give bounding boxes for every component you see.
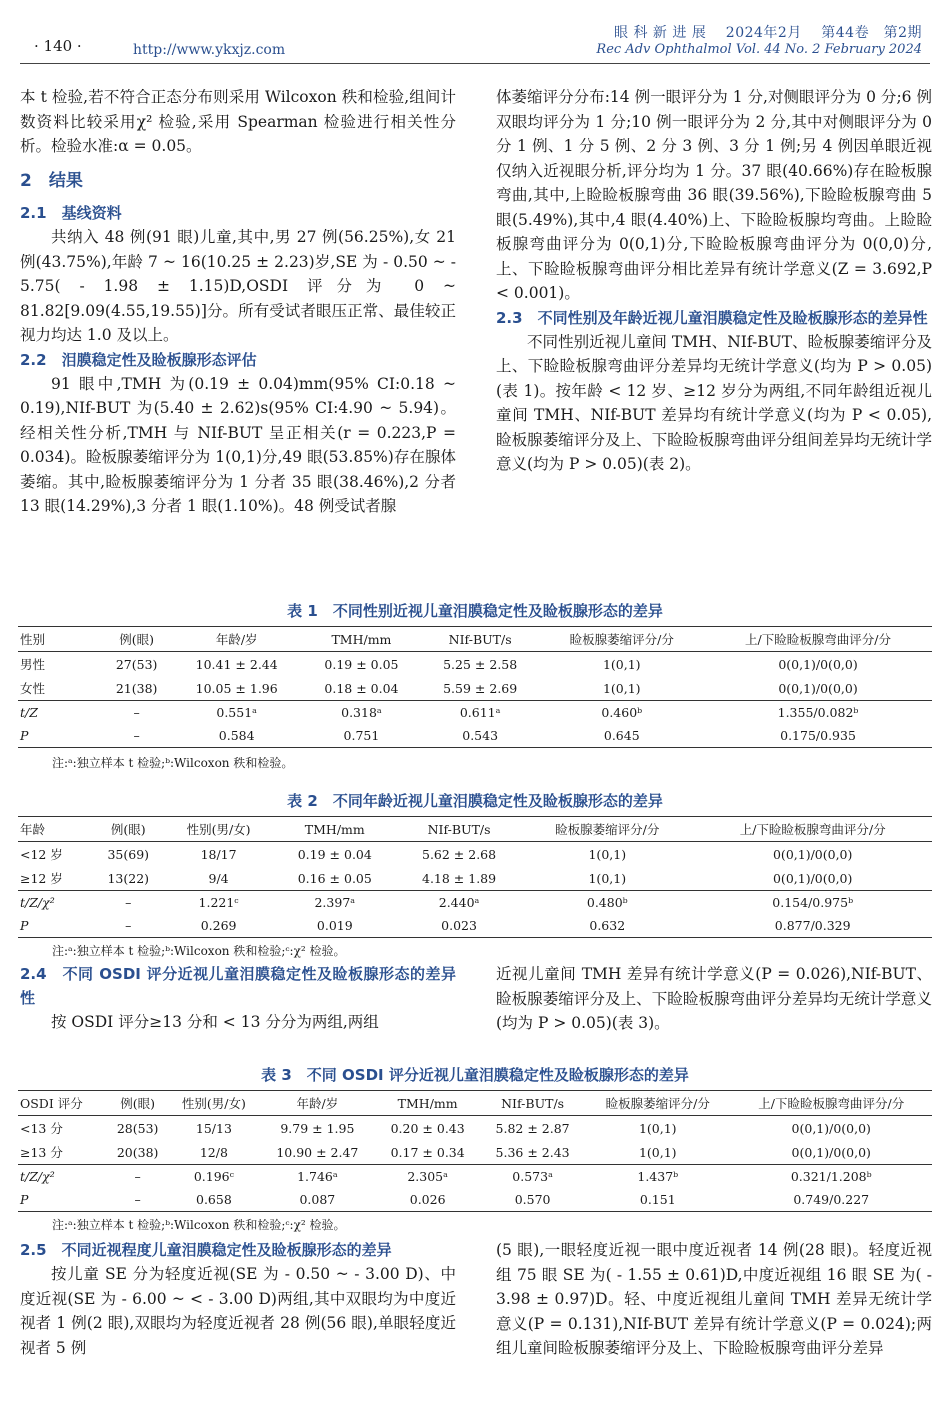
table-cell: t/Z bbox=[18, 701, 102, 725]
table1-title: 表 1 不同性别近视儿童泪膜稳定性及睑板腺形态的差异 bbox=[287, 602, 663, 620]
table-cell: 2.440ᵃ bbox=[397, 891, 521, 915]
paragraph-2-4-left: 按 OSDI 评分≥13 分和 < 13 分分为两组,两组 bbox=[51, 1013, 379, 1031]
table-cell: 1(0,1) bbox=[588, 870, 627, 886]
table-cell: 0.611ᵃ bbox=[421, 701, 540, 725]
table-cell: 9/4 bbox=[208, 870, 229, 886]
table-cell: 0.573ᵃ bbox=[480, 1165, 585, 1189]
table-cell: 5.25 ± 2.58 bbox=[443, 656, 518, 672]
paragraph-2-5-left: 按儿童 SE 分为轻度近视(SE 为 - 0.50 ~ - 3.00 D)、中度近视(SE 为 - 6.00 ~ < - 3.00 D)两组,其中双眼均为中度近视者 1 例(2 眼),双眼均为轻度近视者 28 例(56 眼),单眼轻度近视者 5 例 bbox=[20, 1265, 456, 1357]
journal-title-cn: 眼 科 新 进 展 2024年2月 第44卷 第2期 bbox=[614, 25, 922, 41]
table-header-cell: 年龄/岁 bbox=[171, 627, 302, 652]
table-cell: 28(53) bbox=[116, 1120, 159, 1136]
table-row bbox=[18, 1140, 932, 1165]
table-cell: 0.321/1.208ᵇ bbox=[730, 1165, 932, 1189]
table-row bbox=[18, 1165, 932, 1189]
table-cell: 5.59 ± 2.69 bbox=[443, 680, 518, 696]
table3-note: 注:ᵃ:独立样本 t 检验;ᵇ:Wilcoxon 秩和检验;ᶜ:χ² 检验。 bbox=[52, 1218, 346, 1232]
table-cell: 0(0,1)/0(0,0) bbox=[778, 680, 858, 696]
table-header-cell: OSDI 评分 bbox=[18, 1091, 107, 1116]
table-cell: – bbox=[107, 1188, 168, 1212]
right-column-top bbox=[496, 85, 932, 477]
table-cell: 男性 bbox=[20, 657, 46, 672]
table-cell: 0.019 bbox=[273, 914, 397, 938]
table-cell: 1(0,1) bbox=[638, 1144, 677, 1160]
table-cell: 0(0,1)/0(0,0) bbox=[791, 1144, 871, 1160]
table-cell: 0.632 bbox=[521, 914, 693, 938]
table-header-cell: 睑板腺萎缩评分/分 bbox=[585, 1091, 730, 1116]
table-row bbox=[18, 914, 932, 938]
table-cell: 0.877/0.329 bbox=[693, 914, 932, 938]
table-cell: 12/8 bbox=[199, 1144, 228, 1160]
header-rule bbox=[20, 63, 930, 64]
table2-note: 注:ᵃ:独立样本 t 检验;ᵇ:Wilcoxon 秩和检验;ᶜ:χ² 检验。 bbox=[52, 944, 346, 958]
table-header-cell: 年龄/岁 bbox=[260, 1091, 376, 1116]
table-cell: P bbox=[18, 724, 102, 748]
table-cell: <13 分 bbox=[20, 1121, 63, 1136]
table-cell: 0.751 bbox=[302, 724, 421, 748]
heading-2-4: 2.4 不同 OSDI 评分近视儿童泪膜稳定性及睑板腺形态的差异性 bbox=[20, 965, 456, 1007]
table-cell: 0.480ᵇ bbox=[521, 891, 693, 915]
table-cell: – bbox=[92, 891, 165, 915]
table-cell: 0.196ᶜ bbox=[168, 1165, 259, 1189]
table3 bbox=[18, 1090, 932, 1212]
table-cell: 1.437ᵇ bbox=[585, 1165, 730, 1189]
table-header-cell: 上/下睑睑板腺弯曲评分/分 bbox=[693, 817, 932, 842]
table-cell: 1.355/0.082ᵇ bbox=[704, 701, 932, 725]
table-cell: 9.79 ± 1.95 bbox=[280, 1120, 355, 1136]
table-cell: 0.023 bbox=[397, 914, 521, 938]
heading-2-2: 2.2 泪膜稳定性及睑板腺形态评估 bbox=[20, 350, 257, 369]
table-cell: 1(0,1) bbox=[588, 846, 627, 862]
table-cell: t/Z/χ² bbox=[18, 891, 92, 915]
table-cell: 1(0,1) bbox=[602, 656, 641, 672]
table-cell: 女性 bbox=[20, 681, 46, 696]
table-cell: 0(0,1)/0(0,0) bbox=[772, 846, 853, 862]
right-column-mid bbox=[496, 962, 932, 1036]
table-cell: 4.18 ± 1.89 bbox=[422, 870, 497, 886]
table-header-cell: TMH/mm bbox=[375, 1091, 480, 1116]
table1-note: 注:ᵃ:独立样本 t 检验;ᵇ:Wilcoxon 秩和检验。 bbox=[52, 756, 294, 770]
table-cell: 5.62 ± 2.68 bbox=[422, 846, 497, 862]
paragraph-2-3: 不同性别近视儿童间 TMH、NIf-BUT、睑板腺萎缩评分及上、下睑睑板腺弯曲评分差异均无统计学意义(均为 P > 0.05)(表 1)。按年龄 < 12 岁、≥12 岁分为两组,不同年龄组近视儿童间 TMH、NIf-BUT 差异均有统计学意义(均为 P < 0.05),睑板腺萎缩评分及上、下睑睑板腺弯曲评分组间差异均无统计学意义(均为 P > 0.05)(表 2)。 bbox=[496, 332, 932, 473]
table-cell: 5.82 ± 2.87 bbox=[495, 1120, 570, 1136]
table-cell: 1.746ᵃ bbox=[260, 1165, 376, 1189]
left-column-mid bbox=[20, 962, 456, 1035]
table-header-cell: 例(眼) bbox=[107, 1091, 168, 1116]
table-header-cell: 上/下睑睑板腺弯曲评分/分 bbox=[704, 627, 932, 652]
heading-2-5: 2.5 不同近视程度儿童泪膜稳定性及睑板腺形态的差异 bbox=[20, 1241, 392, 1259]
table-cell: 0.17 ± 0.34 bbox=[390, 1144, 465, 1160]
table2 bbox=[18, 816, 932, 938]
table-cell: 18/17 bbox=[200, 846, 237, 862]
table-cell: 10.90 ± 2.47 bbox=[276, 1144, 359, 1160]
journal-title-en: Rec Adv Ophthalmol Vol. 44 No. 2 February 2024 bbox=[596, 42, 922, 57]
table-cell: 0.20 ± 0.43 bbox=[390, 1120, 465, 1136]
paragraph-2-4-right: 近视儿童间 TMH 差异有统计学意义(P = 0.026),NIf-BUT、睑板腺萎缩评分及上、下睑睑板腺弯曲评分差异均无统计学意义(均为 P > 0.05)(表 3)。 bbox=[496, 965, 932, 1032]
table-header-row bbox=[18, 1091, 932, 1116]
table-cell: 20(38) bbox=[116, 1144, 159, 1160]
table-row bbox=[18, 1116, 932, 1141]
table1 bbox=[18, 626, 932, 748]
table-cell: 0.584 bbox=[171, 724, 302, 748]
right-column-bottom bbox=[496, 1238, 932, 1361]
paragraph-2-2: 91 眼中,TMH 为(0.19 ± 0.04)mm(95% CI:0.18 ~ 0.19),NIf-BUT 为(5.40 ± 2.62)s(95% CI:4.90 ~ 5.94)。经相关性分析,TMH 与 NIf-BUT 呈正相关(r = 0.223,P = 0.034)。睑板腺萎缩评分为 1(0,1)分,49 眼(53.85%)存在腺体萎缩。其中,睑板腺萎缩评分为 1 分者 35 眼(38.46%),2 分者 13 眼(14.29%),3 分者 1 眼(1.10%)。48 例受试者腺 bbox=[20, 374, 456, 515]
table-cell: ≥13 分 bbox=[20, 1145, 63, 1160]
table-cell: – bbox=[107, 1165, 168, 1189]
table-row bbox=[18, 676, 932, 701]
table-header-cell: 例(眼) bbox=[102, 627, 171, 652]
table-cell: 15/13 bbox=[195, 1120, 232, 1136]
table-cell: – bbox=[102, 724, 171, 748]
table-cell: 0.175/0.935 bbox=[704, 724, 932, 748]
table-header-row bbox=[18, 627, 932, 652]
table-cell: – bbox=[102, 701, 171, 725]
paragraph-2-5-right: (5 眼),一眼轻度近视一眼中度近视者 14 例(28 眼)。轻度近视组 75 眼 SE 为( - 1.55 ± 0.61)D,中度近视组 16 眼 SE 为( - 3.98 ± 0.97)D。轻、中度近视组儿童间 TMH 差异无统计学意义(P = 0.131),NIf-BUT 差异有统计学意义(P = 0.024);两组儿童间睑板腺萎缩评分及上、下睑睑板腺弯曲评分差异 bbox=[496, 1241, 932, 1357]
table-cell: 10.05 ± 1.96 bbox=[195, 680, 278, 696]
table-row bbox=[18, 866, 932, 891]
table-cell: 27(53) bbox=[115, 656, 158, 672]
table-cell: 0.570 bbox=[480, 1188, 585, 1212]
heading-2-1: 2.1 基线资料 bbox=[20, 204, 122, 222]
table3-title: 表 3 不同 OSDI 评分近视儿童泪膜稳定性及睑板腺形态的差异 bbox=[261, 1066, 689, 1084]
table-cell: 10.41 ± 2.44 bbox=[195, 656, 278, 672]
table-cell: 13(22) bbox=[107, 870, 150, 886]
table-header-cell: 睑板腺萎缩评分/分 bbox=[540, 627, 705, 652]
table-row bbox=[18, 701, 932, 725]
table-row bbox=[18, 652, 932, 677]
table-cell: P bbox=[18, 914, 92, 938]
table-cell: 0.19 ± 0.04 bbox=[297, 846, 372, 862]
table-cell: 0.749/0.227 bbox=[730, 1188, 932, 1212]
table-cell: 0.087 bbox=[260, 1188, 376, 1212]
table-cell: 0.026 bbox=[375, 1188, 480, 1212]
table-row bbox=[18, 891, 932, 915]
table-cell: t/Z/χ² bbox=[18, 1165, 107, 1189]
table-cell: <12 岁 bbox=[20, 847, 63, 862]
table-row bbox=[18, 842, 932, 867]
page-number: · 140 · bbox=[34, 37, 82, 55]
table-header-cell: NIf-BUT/s bbox=[421, 627, 540, 652]
table-cell: 35(69) bbox=[107, 846, 150, 862]
table-header-cell: NIf-BUT/s bbox=[480, 1091, 585, 1116]
table-cell: 0.318ᵃ bbox=[302, 701, 421, 725]
table-header-cell: TMH/mm bbox=[302, 627, 421, 652]
table-header-cell: 性别(男/女) bbox=[165, 817, 273, 842]
table-cell: 0.460ᵇ bbox=[540, 701, 705, 725]
table-header-cell: 性别(男/女) bbox=[168, 1091, 259, 1116]
table-cell: 1(0,1) bbox=[638, 1120, 677, 1136]
table-cell: 0(0,1)/0(0,0) bbox=[778, 656, 858, 672]
table-cell: P bbox=[18, 1188, 107, 1212]
table-cell: 0.151 bbox=[585, 1188, 730, 1212]
table-header-row bbox=[18, 817, 932, 842]
table-header-cell: NIf-BUT/s bbox=[397, 817, 521, 842]
table-header-cell: TMH/mm bbox=[273, 817, 397, 842]
table-cell: 0.543 bbox=[421, 724, 540, 748]
table-cell: 0.16 ± 0.05 bbox=[297, 870, 372, 886]
table-header-cell: 睑板腺萎缩评分/分 bbox=[521, 817, 693, 842]
table-cell: 0.18 ± 0.04 bbox=[324, 680, 399, 696]
paragraph-2-1: 共纳入 48 例(91 眼)儿童,其中,男 27 例(56.25%),女 21 例(43.75%),年龄 7 ~ 16(10.25 ± 2.23)岁,SE 为 - 0.50 ~ - 5.75( - 1.98 ± 1.15)D,OSDI 评分为 0 ~ 81.82[9.09(4.55,19.55)]分。所有受试者眼压正常、最佳较正视力均达 1.0 及以上。 bbox=[20, 228, 456, 344]
table-cell: 0.154/0.975ᵇ bbox=[693, 891, 932, 915]
table-cell: 5.36 ± 2.43 bbox=[495, 1144, 570, 1160]
table-cell: 0.269 bbox=[165, 914, 273, 938]
table-cell: 0.551ᵃ bbox=[171, 701, 302, 725]
table-cell: 0(0,1)/0(0,0) bbox=[772, 870, 853, 886]
table-cell: ≥12 岁 bbox=[20, 871, 63, 886]
left-column-bottom bbox=[20, 1238, 456, 1360]
section-heading-results: 2 结果 bbox=[20, 170, 83, 191]
table-header-cell: 性别 bbox=[18, 627, 102, 652]
table-cell: 2.397ᵃ bbox=[273, 891, 397, 915]
table-cell: 2.305ᵃ bbox=[375, 1165, 480, 1189]
heading-2-3: 2.3 不同性别及年龄近视儿童泪膜稳定性及睑板腺形态的差异性 bbox=[496, 308, 928, 327]
table-header-cell: 上/下睑睑板腺弯曲评分/分 bbox=[730, 1091, 932, 1116]
methods-tail-paragraph: 本 t 检验,若不符合正态分布则采用 Wilcoxon 秩和检验,组间计数资料比较采用χ² 检验,采用 Spearman 检验进行相关性分析。检验水准:α = 0.05。 bbox=[20, 88, 456, 155]
table-cell: 0(0,1)/0(0,0) bbox=[791, 1120, 871, 1136]
left-column-top bbox=[20, 85, 456, 519]
paragraph-2-2-continued: 体萎缩评分分布:14 例一眼评分为 1 分,对侧眼评分为 0 分;6 例双眼均评分为 1 分;10 例一眼评分为 2 分,其中对侧眼评分为 0 分 1 例、1 分 5 例、2 分 3 例、3 分 1 例;另 4 例因单眼近视仅纳入近视眼分析,评分均为 1 分。37 眼(40.66%)存在睑板腺弯曲,其中,上睑睑板腺弯曲 36 眼(39.56%),下睑睑板腺弯曲 5 眼(5.49%),其中,4 眼(4.40%)上、下睑睑板腺均弯曲。上睑睑板腺弯曲评分为 0(0,1)分,下睑睑板腺弯曲评分为 0(0,0)分,上、下睑睑板腺弯曲评分相比差异有统计学意义(Z = 3.692,P < 0.001)。 bbox=[496, 88, 932, 302]
table-cell: 1.221ᶜ bbox=[165, 891, 273, 915]
table-row bbox=[18, 724, 932, 748]
table-cell: 0.19 ± 0.05 bbox=[324, 656, 399, 672]
table-cell: – bbox=[92, 914, 165, 938]
table-cell: 1(0,1) bbox=[602, 680, 641, 696]
table-row bbox=[18, 1188, 932, 1212]
journal-url-link[interactable]: http://www.ykxjz.com bbox=[133, 42, 286, 58]
table-header-cell: 年龄 bbox=[18, 817, 92, 842]
table-cell: 21(38) bbox=[115, 680, 158, 696]
table-cell: 0.645 bbox=[540, 724, 705, 748]
table-cell: 0.658 bbox=[168, 1188, 259, 1212]
table-header-cell: 例(眼) bbox=[92, 817, 165, 842]
table2-title: 表 2 不同年龄近视儿童泪膜稳定性及睑板腺形态的差异 bbox=[287, 792, 663, 810]
